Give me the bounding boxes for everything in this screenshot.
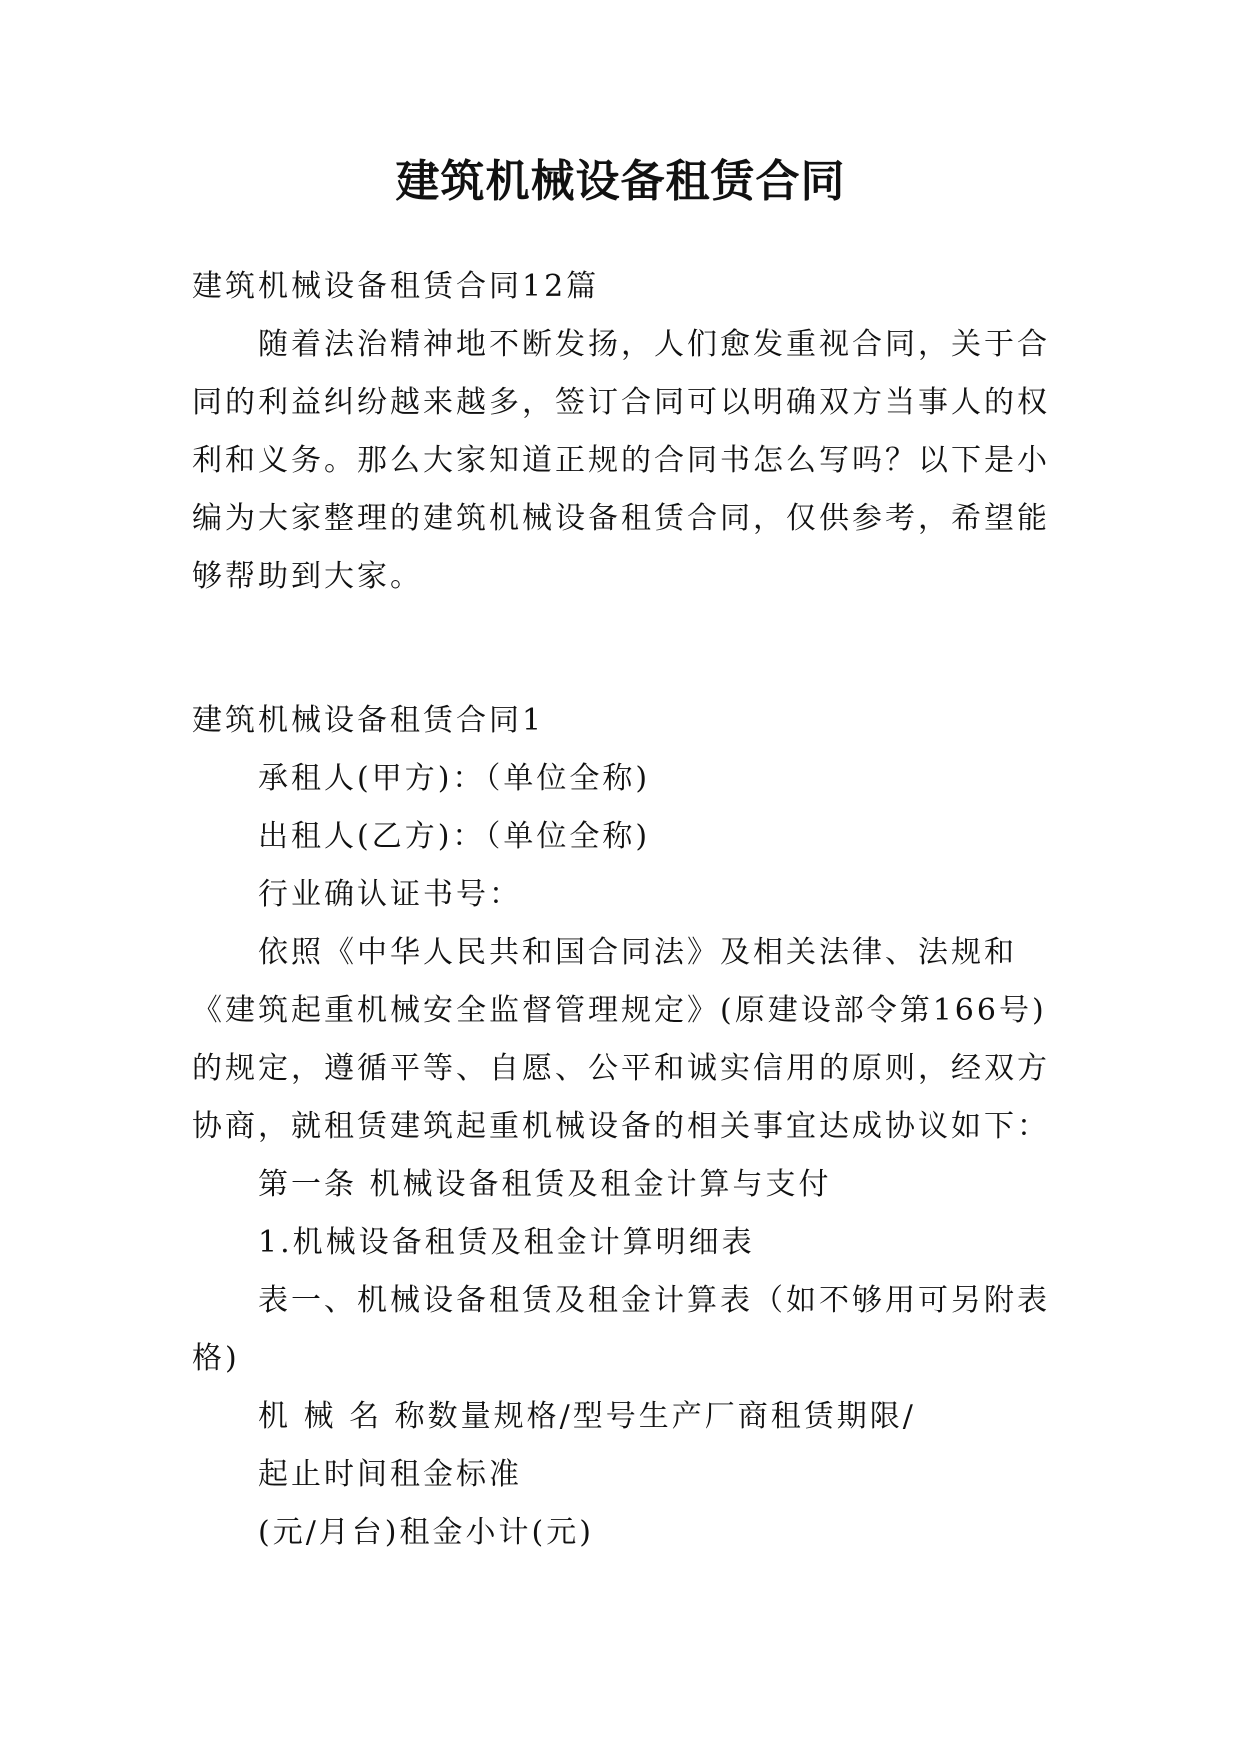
section-block [192,692,1052,1562]
intro-line: 同的利益纠纷越来越多，签订合同可以明确双方当事人的权 [192,385,1050,420]
section-line: 表一、机械设备租赁及租金计算表（如不够用可另附表 [258,1283,1050,1318]
section-line: 1.机械设备租赁及租金计算明细表 [258,1225,755,1260]
section-line: 机 械 名 称数量规格/型号生产厂商租赁期限/ [258,1399,916,1434]
section-line: 起止时间租金标准 [258,1457,522,1492]
intro-line: 编为大家整理的建筑机械设备租赁合同，仅供参考，希望能 [192,501,1050,536]
section-line: 出租人(乙方)：（单位全称) [258,819,651,854]
section-heading: 建筑机械设备租赁合同1 [192,703,545,738]
section-line: 行业确认证书号： [258,877,522,912]
document-subtitle: 建筑机械设备租赁合同12篇 [192,269,600,304]
intro-line: 利和义务。那么大家知道正规的合同书怎么写吗？以下是小 [192,443,1050,478]
section-line: 格) [192,1341,240,1376]
section-line: 协商，就租赁建筑起重机械设备的相关事宜达成协议如下： [192,1109,1050,1144]
section-line: 承租人(甲方)：（单位全称) [258,761,651,796]
section-line: 《建筑起重机械安全监督管理规定》(原建设部令第166号) [192,993,1047,1028]
section-line: 依照《中华人民共和国合同法》及相关法律、法规和 [258,935,1017,970]
section-line: 的规定，遵循平等、自愿、公平和诚实信用的原则，经双方 [192,1051,1050,1086]
section-line: (元/月台)租金小计(元) [258,1515,594,1550]
section-line: 第一条 机械设备租赁及租金计算与支付 [258,1167,832,1202]
document-title: 建筑机械设备租赁合同 [395,156,846,207]
intro-line: 随着法治精神地不断发扬，人们愈发重视合同，关于合 [258,327,1050,362]
intro-block [192,258,1052,606]
intro-line: 够帮助到大家。 [192,559,423,594]
